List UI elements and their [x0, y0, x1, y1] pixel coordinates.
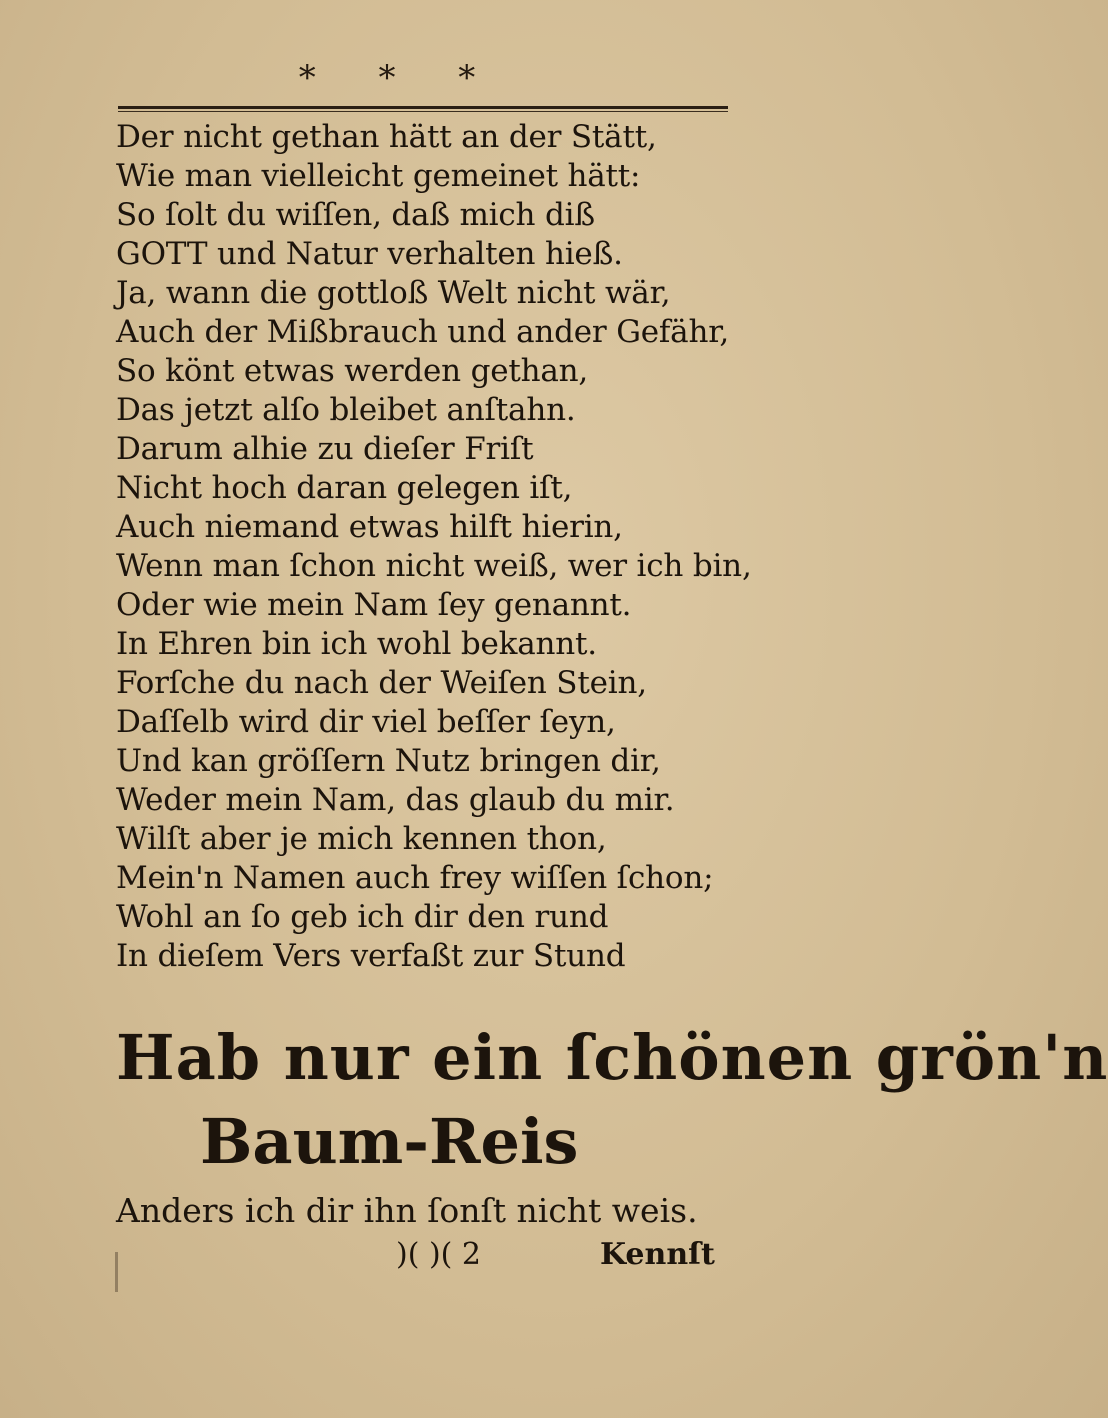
header-ornament: * * *: [298, 58, 502, 98]
emphasis-line-2: Baum-Reis: [200, 1105, 579, 1178]
verse-line: Forſche du nach der Weiſen Stein,: [116, 665, 647, 701]
verse-line: Weder mein Nam, das glaub du mir.: [116, 782, 675, 818]
verse-line: Daſſelb wird dir viel beſſer ſeyn,: [116, 704, 616, 740]
verse-line: Mein'n Namen auch frey wiſſen ſchon;: [116, 860, 714, 896]
verse-line: Wohl an ſo geb ich dir den rund: [116, 899, 609, 935]
verse-line: Wilſt aber je mich kennen thon,: [116, 821, 607, 857]
header-rule: [118, 106, 728, 112]
closing-line: Anders ich dir ihn ſonſt nicht weis.: [116, 1191, 698, 1230]
verse-line: Und kan gröſſern Nutz bringen dir,: [116, 743, 661, 779]
verse-block: [116, 118, 766, 976]
catchword: Kennſt: [600, 1237, 715, 1272]
verse-line: Wenn man ſchon nicht weiß, wer ich bin,: [116, 548, 752, 584]
verse-line: In dieſem Vers verfaßt zur Stund: [116, 938, 626, 974]
verse-line: Ja, wann die gottloß Welt nicht wär,: [116, 275, 671, 311]
signature-mark: )( )( 2: [396, 1237, 481, 1272]
verse-line: Oder wie mein Nam ſey genannt.: [116, 587, 632, 623]
verse-line: Wie man vielleicht gemeinet hätt:: [116, 158, 641, 194]
emphasis-line-1: Hab nur ein ſchönen grön'n: [116, 1021, 1108, 1094]
verse-line: Auch niemand etwas hilft hierin,: [116, 509, 623, 545]
verse-line: So könt etwas werden gethan,: [116, 353, 589, 389]
margin-mark: [115, 1252, 118, 1292]
verse-line: In Ehren bin ich wohl bekannt.: [116, 626, 597, 662]
verse-line: Darum alhie zu dieſer Friſt: [116, 431, 534, 467]
verse-line: So ſolt du wiſſen, daß mich diß: [116, 197, 595, 233]
verse-line: Der nicht gethan hätt an der Stätt,: [116, 119, 657, 155]
verse-line: Nicht hoch daran gelegen iſt,: [116, 470, 573, 506]
verse-line: GOTT und Natur verhalten hieß.: [116, 236, 623, 272]
verse-line: Auch der Mißbrauch und ander Gefähr,: [116, 314, 730, 350]
verse-line: Das jetzt alſo bleibet anſtahn.: [116, 392, 576, 428]
